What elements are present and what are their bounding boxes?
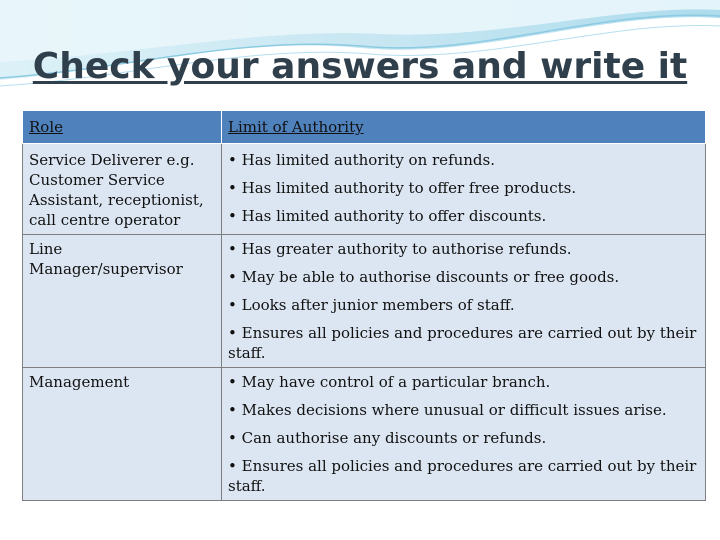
- authority-cell: [222, 368, 706, 501]
- authority-cell: [222, 235, 706, 368]
- authority-point: • May be able to authorise discounts or free goods.: [228, 268, 620, 286]
- header-limit-of-authority: Limit of Authority: [222, 111, 706, 144]
- table-row: [23, 235, 706, 368]
- authority-point: • Has limited authority to offer discounts.: [228, 207, 547, 225]
- authority-point: • Ensures all policies and procedures are carried out by their staff.: [228, 324, 697, 362]
- authority-point: • Can authorise any discounts or refunds.: [228, 429, 547, 447]
- authority-point: • May have control of a particular branch.: [228, 373, 551, 391]
- slide-title: Check your answers and write it: [32, 46, 688, 87]
- table-row: [23, 368, 706, 501]
- authority-table: [22, 110, 706, 501]
- header-role: Role: [23, 111, 222, 144]
- role-cell: Management: [23, 368, 222, 501]
- role-cell: Line Manager/supervisor: [23, 235, 222, 368]
- title-clip: [0, 0, 720, 110]
- role-cell: Service Deliverer e.g. Customer Service Assistant, receptionist, call centre operator: [23, 144, 222, 235]
- authority-point: • Looks after junior members of staff.: [228, 296, 515, 314]
- authority-point: • Ensures all policies and procedures are carried out by their staff.: [228, 457, 697, 495]
- table-row: [23, 144, 706, 235]
- authority-point: • Has limited authority to offer free products.: [228, 179, 577, 197]
- authority-point: • Has greater authority to authorise refunds.: [228, 240, 572, 258]
- authority-cell: [222, 144, 706, 235]
- table-header-row: [23, 111, 706, 144]
- authority-point: • Makes decisions where unusual or difficult issues arise.: [228, 401, 667, 419]
- authority-point: • Has limited authority on refunds.: [228, 151, 496, 169]
